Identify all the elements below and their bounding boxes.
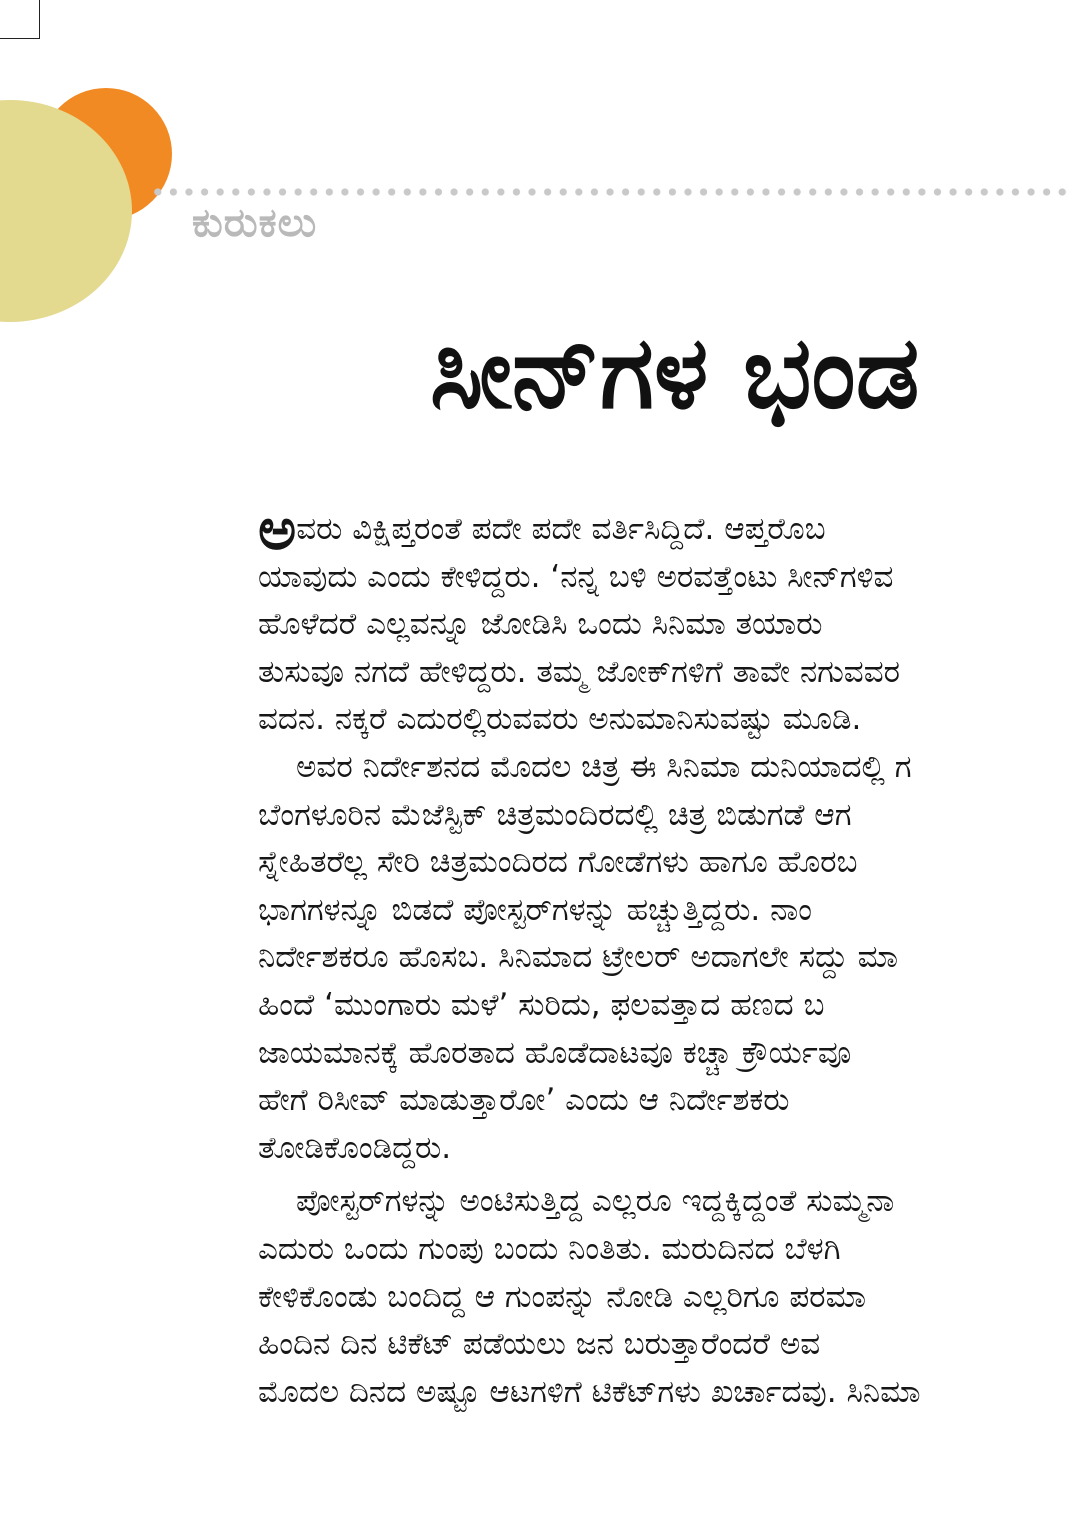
crop-mark-vertical [39,0,40,38]
article-line: ಕೇಳಿಕೊಂಡು ಬಂದಿದ್ದ ಆ ಗುಂಪನ್ನು ನೋಡಿ ಎಲ್ಲರಿಗೂ ಪರಮಾ [258,1278,867,1315]
article-line: ಸ್ನೇಹಿತರೆಲ್ಲ ಸೇರಿ ಚಿತ್ರಮಂದಿರದ ಗೋಡೆಗಳು ಹಾಗೂ ಹೊರಬ [258,844,858,881]
section-label: ಕುರುಕಲು [192,200,318,246]
article-line: ಹೊಳೆದರೆ ಎಲ್ಲವನ್ನೂ ಜೋಡಿಸಿ ಒಂದು ಸಿನಿಮಾ ತಯಾರು [258,606,823,643]
article-line: ಮೊದಲ ದಿನದ ಅಷ್ಟೂ ಆಟಗಳಿಗೆ ಟಿಕೆಟ್‌ಗಳು ಖರ್ಚಾದವು. ಸಿನಿಮಾ [258,1373,921,1410]
first-line-text: ವರು ವಿಕ್ಷಿಪ್ತರಂತೆ ಪದೇ ಪದೇ ವರ್ತಿಸಿದ್ದಿದೆ. ಆಪ್ತರೊಬ [296,511,826,547]
dotted-divider [150,186,1072,198]
article-line: ಹೇಗೆ ರಿಸೀವ್ ಮಾಡುತ್ತಾರೋ’ ಎಂದು ಆ ನಿರ್ದೇಶಕರು [258,1082,790,1119]
article-line: ತುಸುವೂ ನಗದೆ ಹೇಳಿದ್ದರು. ತಮ್ಮ ಜೋಕ್‌ಗಳಿಗೆ ತಾವೇ ನಗುವವರ [258,653,901,690]
article-line: ಹಿಂದೆ ‘ಮುಂಗಾರು ಮಳೆ’ ಸುರಿದು, ಫಲವತ್ತಾದ ಹಣದ ಬ [258,986,825,1023]
article-line: ಹಿಂದಿನ ದಿನ ಟಿಕೆಟ್ ಪಡೆಯಲು ಜನ ಬರುತ್ತಾರೆಂದರೆ ಅವ [258,1326,821,1363]
article-body [258,506,1072,1416]
crop-mark-horizontal [0,38,40,39]
article-line-paragraph-start: ಪೋಸ್ಟರ್‌ಗಳನ್ನು ಅಂಟಿಸುತ್ತಿದ್ದ ಎಲ್ಲರೂ ಇದ್ದಕ್ಕಿದ್ದಂತೆ ಸುಮ್ಮನಾ [296,1183,895,1220]
article-line: ತೋಡಿಕೊಂಡಿದ್ದರು. [258,1129,452,1166]
headline: ಸೀನ್‌ಗಳ ಭಂಡ [430,314,920,431]
article-line: ಜಾಯಮಾನಕ್ಕೆ ಹೊರತಾದ ಹೊಡೆದಾಟವೂ ಕಚ್ಚಾ ಕ್ರೌರ್ಯವೂ [258,1034,852,1071]
article-line: ಯಾವುದು ಎಂದು ಕೇಳಿದ್ದರು. ‘ನನ್ನ ಬಳಿ ಅರವತ್ತೆಂಟು ಸೀನ್‌ಗಳಿವ [258,558,894,595]
article-line: ಬೆಂಗಳೂರಿನ ಮೆಜೆಸ್ಟಿಕ್ ಚಿತ್ರಮಂದಿರದಲ್ಲಿ ಚಿತ್ರ ಬಿಡುಗಡೆ ಆಗ [258,796,852,833]
article-line: ಭಾಗಗಳನ್ನೂ ಬಿಡದೆ ಪೋಸ್ಟರ್‌ಗಳನ್ನು ಹಚ್ಚುತ್ತಿದ್ದರು. ನಾಂ [258,891,813,928]
article-line: ನಿರ್ದೇಶಕರೂ ಹೊಸಬ. ಸಿನಿಮಾದ ಟ್ರೇಲರ್ ಅದಾಗಲೇ ಸದ್ದು ಮಾ [258,939,899,976]
article-line-1 [258,506,1072,563]
article-line: ಎದುರು ಒಂದು ಗುಂಪು ಬಂದು ನಿಂತಿತು. ಮರುದಿನದ ಬೆಳಗಿ [258,1230,841,1267]
article-line-paragraph-start: ಅವರ ನಿರ್ದೇಶನದ ಮೊದಲ ಚಿತ್ರ ಈ ಸಿನಿಮಾ ದುನಿಯಾದಲ್ಲಿ ಗ [296,748,912,785]
article-line: ವದನ. ನಕ್ಕರೆ ಎದುರಲ್ಲಿರುವವರು ಅನುಮಾನಿಸುವಷ್ಟು ಮೂಡಿ. [258,701,862,738]
drop-cap: ಅ [258,506,297,563]
